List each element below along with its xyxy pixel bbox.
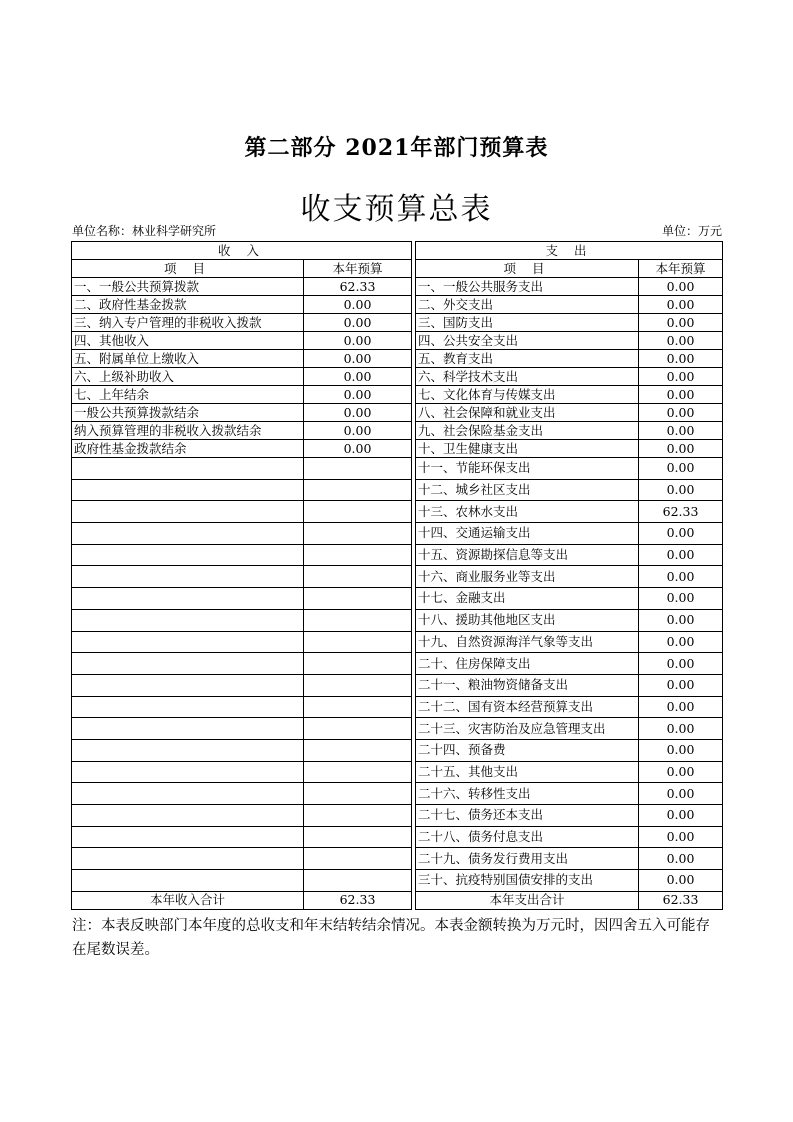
table-row [72,386,723,404]
section-header-row [72,242,723,260]
expense-value-cell: 0.00 [639,718,723,740]
income-value-cell: 0.00 [304,422,412,440]
expense-item-cell: 三十、抗疫特别国债安排的支出 [416,870,639,892]
table-row [72,350,723,368]
expense-value-cell: 0.00 [639,631,723,653]
expense-item-cell: 十七、金融支出 [416,588,639,610]
part-title: 第二部分 2021年部门预算表 [244,135,549,161]
income-item-cell [72,826,304,848]
expense-item-cell: 七、文化体育与传媒支出 [416,386,639,404]
expense-item-cell: 十四、交通运输支出 [416,523,639,545]
income-header: 收 入 [72,242,412,260]
income-item-cell [72,501,304,523]
table-row [72,422,723,440]
expense-header: 支 出 [416,242,723,260]
expense-item-cell: 二十八、债务付息支出 [416,826,639,848]
table-row [72,674,723,696]
income-item-cell [72,588,304,610]
expense-value-cell: 0.00 [639,278,723,296]
income-value-cell [304,566,412,588]
expense-item-cell: 二十六、转移性支出 [416,783,639,805]
income-item-cell [72,523,304,545]
expense-value-cell: 0.00 [639,826,723,848]
income-value-cell [304,848,412,870]
table-row [72,653,723,675]
income-value-cell: 0.00 [304,314,412,332]
expense-value-cell: 0.00 [639,458,723,480]
table-row [72,368,723,386]
table-row [72,332,723,350]
income-value-cell: 0.00 [304,386,412,404]
income-item-cell [72,609,304,631]
expense-value-cell: 0.00 [639,479,723,501]
income-item-cell [72,848,304,870]
income-value-cell [304,631,412,653]
expense-item-cell: 二十二、国有资本经营预算支出 [416,696,639,718]
income-value-cell [304,739,412,761]
income-item-cell [72,783,304,805]
expense-value-cell: 0.00 [639,848,723,870]
table-row [72,278,723,296]
table-row [72,696,723,718]
income-item-cell [72,566,304,588]
page-title: 收支预算总表 [300,192,493,227]
income-value-cell [304,588,412,610]
income-value-cell [304,501,412,523]
income-item-cell [72,653,304,675]
income-item-cell: 五、附属单位上缴收入 [72,350,304,368]
expense-budget-header: 本年预算 [639,260,723,278]
income-value-cell: 0.00 [304,296,412,314]
table-row [72,805,723,827]
income-item-cell: 六、上级补助收入 [72,368,304,386]
table-row [72,826,723,848]
income-item-cell: 一般公共预算拨款结余 [72,404,304,422]
income-item-cell [72,458,304,480]
expense-value-cell: 0.00 [639,739,723,761]
expense-item-cell: 十九、自然资源海洋气象等支出 [416,631,639,653]
income-item-cell: 七、上年结余 [72,386,304,404]
income-value-cell [304,826,412,848]
table-row [72,404,723,422]
expense-item-cell: 一、一般公共服务支出 [416,278,639,296]
expense-value-cell: 0.00 [639,653,723,675]
table-row [72,566,723,588]
income-total-value: 62.33 [304,891,412,909]
expense-value-cell: 0.00 [639,332,723,350]
table-row [72,544,723,566]
income-value-cell [304,805,412,827]
income-item-cell: 一、一般公共预算拨款 [72,278,304,296]
expense-value-cell: 0.00 [639,783,723,805]
income-value-cell [304,718,412,740]
table-row [72,609,723,631]
income-item-cell: 二、政府性基金拨款 [72,296,304,314]
table-row [72,718,723,740]
income-value-cell [304,761,412,783]
footnote: 注：本表反映部门本年度的总收支和年末结转结余情况。本表金额转换为万元时，因四舍五入可能存在尾数误差。 [72,918,710,958]
expense-total-label: 本年支出合计 [416,891,639,909]
column-header-row [72,260,723,278]
expense-item-cell: 二十九、债务发行费用支出 [416,848,639,870]
income-item-cell: 三、纳入专户管理的非税收入拨款 [72,314,304,332]
income-value-cell: 0.00 [304,350,412,368]
total-row [72,891,723,909]
expense-item-cell: 四、公共安全支出 [416,332,639,350]
expense-value-cell: 0.00 [639,350,723,368]
expense-item-header: 项 目 [416,260,639,278]
table-row [72,631,723,653]
income-item-cell [72,479,304,501]
table-row [72,848,723,870]
expense-total-value: 62.33 [639,891,723,909]
table-row [72,588,723,610]
expense-item-cell: 二、外交支出 [416,296,639,314]
income-value-cell [304,783,412,805]
income-item-cell [72,805,304,827]
income-item-cell [72,674,304,696]
table-row [72,296,723,314]
income-item-cell: 政府性基金拨款结余 [72,440,304,458]
expense-item-cell: 八、社会保障和就业支出 [416,404,639,422]
income-item-cell [72,718,304,740]
income-item-header: 项 目 [72,260,304,278]
income-item-cell [72,870,304,892]
budget-summary-table [71,241,723,910]
expense-value-cell: 62.33 [639,501,723,523]
expense-value-cell: 0.00 [639,870,723,892]
income-value-cell [304,609,412,631]
table-row [72,479,723,501]
income-item-cell: 四、其他收入 [72,332,304,350]
income-value-cell [304,653,412,675]
expense-value-cell: 0.00 [639,296,723,314]
expense-value-cell: 0.00 [639,761,723,783]
income-item-cell [72,761,304,783]
income-value-cell: 62.33 [304,278,412,296]
expense-value-cell: 0.00 [639,674,723,696]
expense-item-cell: 十二、城乡社区支出 [416,479,639,501]
income-value-cell [304,870,412,892]
expense-item-cell: 十一、节能环保支出 [416,458,639,480]
income-value-cell: 0.00 [304,368,412,386]
income-value-cell [304,696,412,718]
income-value-cell: 0.00 [304,332,412,350]
income-budget-header: 本年预算 [304,260,412,278]
income-total-label: 本年收入合计 [72,891,304,909]
income-value-cell [304,674,412,696]
income-item-cell [72,544,304,566]
expense-value-cell: 0.00 [639,440,723,458]
expense-value-cell: 0.00 [639,368,723,386]
expense-item-cell: 六、科学技术支出 [416,368,639,386]
expense-item-cell: 十三、农林水支出 [416,501,639,523]
income-value-cell: 0.00 [304,440,412,458]
table-row [72,739,723,761]
expense-value-cell: 0.00 [639,404,723,422]
expense-item-cell: 九、社会保险基金支出 [416,422,639,440]
expense-value-cell: 0.00 [639,566,723,588]
income-value-cell [304,479,412,501]
expense-value-cell: 0.00 [639,805,723,827]
table-row [72,440,723,458]
expense-item-cell: 二十、住房保障支出 [416,653,639,675]
expense-item-cell: 二十五、其他支出 [416,761,639,783]
expense-item-cell: 十六、商业服务业等支出 [416,566,639,588]
table-row [72,523,723,545]
expense-value-cell: 0.00 [639,386,723,404]
expense-item-cell: 二十四、预备费 [416,739,639,761]
expense-item-cell: 二十一、粮油物资储备支出 [416,674,639,696]
unit-name-label: 单位名称：林业科学研究所 [72,224,217,238]
income-item-cell [72,631,304,653]
expense-value-cell: 0.00 [639,523,723,545]
expense-value-cell: 0.00 [639,696,723,718]
income-value-cell [304,523,412,545]
table-row [72,783,723,805]
expense-item-cell: 十八、援助其他地区支出 [416,609,639,631]
table-row [72,761,723,783]
expense-value-cell: 0.00 [639,422,723,440]
income-value-cell [304,458,412,480]
expense-item-cell: 十五、资源勘探信息等支出 [416,544,639,566]
unit-label: 单位：万元 [661,224,722,238]
expense-value-cell: 0.00 [639,314,723,332]
expense-item-cell: 二十三、灾害防治及应急管理支出 [416,718,639,740]
income-item-cell [72,739,304,761]
expense-value-cell: 0.00 [639,609,723,631]
table-row [72,314,723,332]
expense-item-cell: 三、国防支出 [416,314,639,332]
income-item-cell: 纳入预算管理的非税收入拨款结余 [72,422,304,440]
income-value-cell: 0.00 [304,404,412,422]
expense-item-cell: 五、教育支出 [416,350,639,368]
income-item-cell [72,696,304,718]
expense-item-cell: 二十七、债务还本支出 [416,805,639,827]
expense-value-cell: 0.00 [639,544,723,566]
expense-value-cell: 0.00 [639,588,723,610]
income-value-cell [304,544,412,566]
table-row [72,458,723,480]
table-row [72,870,723,892]
table-row [72,501,723,523]
expense-item-cell: 十、卫生健康支出 [416,440,639,458]
